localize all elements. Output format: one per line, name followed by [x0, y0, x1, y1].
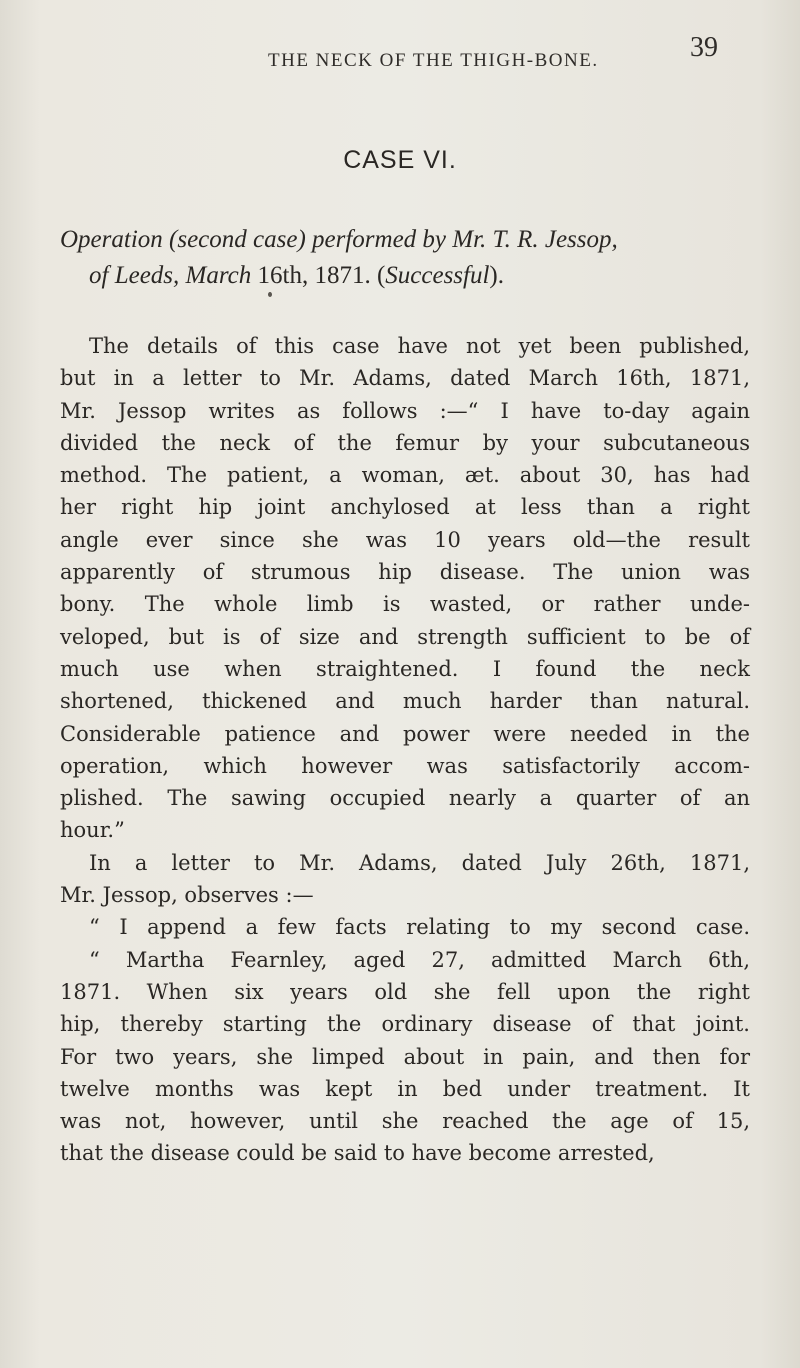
- text-line: divided the neck of the femur by your subcutaneous: [60, 430, 750, 455]
- text-line: For two years, she limped about in pain, and then for: [60, 1044, 750, 1069]
- text-line: hour.”: [60, 818, 125, 843]
- body-text: [60, 330, 750, 1170]
- text-line: Mr. Jessop, observes :—: [60, 883, 314, 908]
- text-line: veloped, but is of size and strength sufficient to be of: [60, 624, 750, 649]
- text-line: shortened, thickened and much harder than natural.: [60, 689, 750, 714]
- text-line: bony. The whole limb is wasted, or rather unde-: [60, 592, 750, 617]
- case-heading: CASE VI.: [343, 146, 457, 174]
- text-line: apparently of strumous hip disease. The union was: [60, 560, 750, 585]
- text-line: twelve months was kept in bed under treatment. It: [60, 1076, 750, 1101]
- text-line: that the disease could be said to have become arrested,: [60, 1141, 655, 1166]
- text-line: her right hip joint anchylosed at less than a right: [60, 495, 750, 520]
- text-line: Considerable patience and power were needed in the: [60, 721, 750, 746]
- subtitle-place: of Leeds, March: [89, 262, 252, 289]
- text-line: method. The patient, a woman, æt. about 30, has had: [60, 463, 750, 488]
- text-line: angle ever since she was 10 years old—the result: [60, 527, 750, 552]
- subtitle-date: 16th, 1871. (: [251, 262, 386, 289]
- text-line: hip, thereby starting the ordinary disease of that joint.: [60, 1012, 750, 1037]
- subtitle-line-1: Operation (second case) performed by Mr. T. R. Jessop,: [60, 226, 618, 253]
- case-subtitle: [60, 222, 750, 294]
- text-line: operation, which however was satisfactorily accom-: [60, 753, 750, 778]
- text-line: In a letter to Mr. Adams, dated July 26th, 1871,: [89, 850, 750, 875]
- running-head: THE NECK OF THE THIGH-BONE.: [268, 50, 599, 71]
- subtitle-close: ).: [489, 262, 504, 289]
- text-line: was not, however, until she reached the age of 15,: [60, 1109, 750, 1134]
- text-line: “ Martha Fearnley, aged 27, admitted March 6th,: [89, 947, 750, 972]
- subtitle-line-2: [60, 258, 750, 294]
- stray-mark: [268, 292, 272, 297]
- text-line: The details of this case have not yet been published,: [89, 334, 750, 358]
- text-line: but in a letter to Mr. Adams, dated March 16th, 1871,: [60, 366, 750, 391]
- subtitle-result: Successful: [385, 262, 490, 289]
- page-number: 39: [690, 32, 718, 63]
- text-line: 1871. When six years old she fell upon the right: [60, 979, 750, 1004]
- text-line: plished. The sawing occupied nearly a quarter of an: [60, 786, 750, 811]
- text-line: “ I append a few facts relating to my second case.: [89, 915, 750, 940]
- text-line: Mr. Jessop writes as follows :—“ I have to-day again: [60, 398, 750, 423]
- text-line: much use when straightened. I found the neck: [60, 656, 750, 681]
